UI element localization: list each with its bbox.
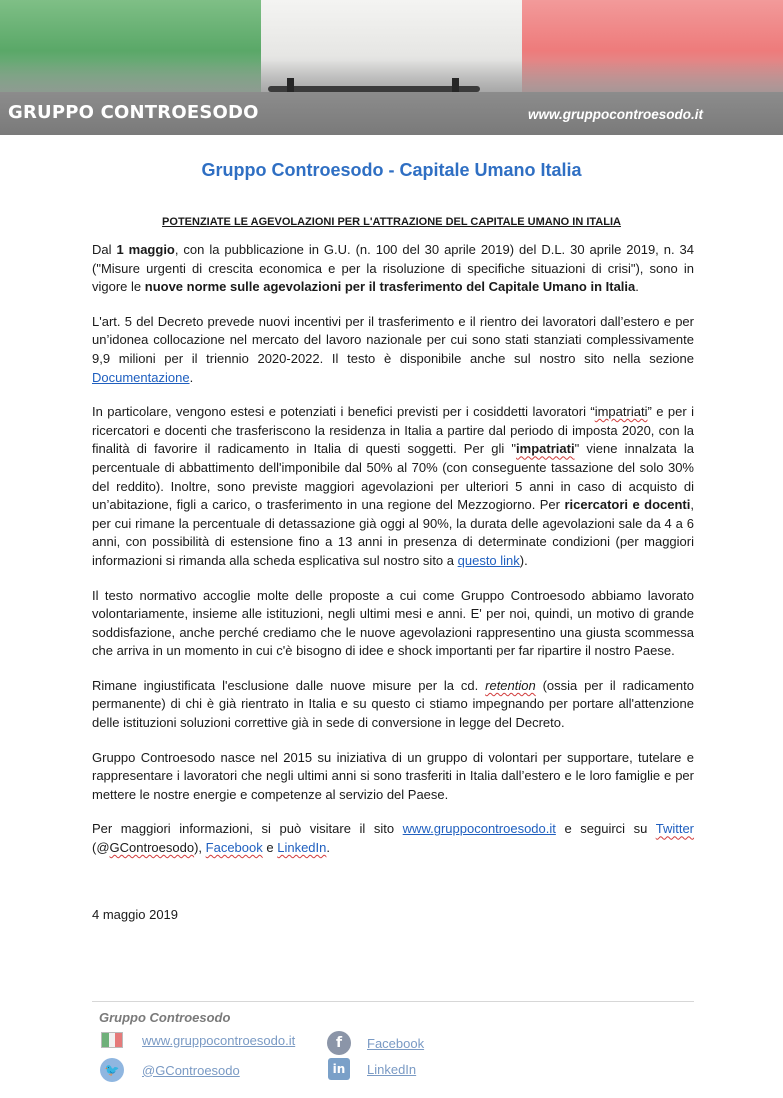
documentazione-link[interactable]: Documentazione: [92, 369, 190, 385]
twitter-icon: 🐦: [100, 1058, 124, 1082]
footer-linkedin-link[interactable]: LinkedIn: [367, 1061, 417, 1077]
footer-divider: [92, 1001, 694, 1002]
site-link[interactable]: www.gruppocontroesodo.it: [402, 821, 556, 837]
header-brand: GRUPPO CONTROESODO: [8, 102, 259, 123]
footer-site-link[interactable]: www.gruppocontroesodo.it: [142, 1032, 296, 1048]
header-site-link[interactable]: www.gruppocontroesodo.it: [528, 107, 703, 122]
document-subtitle: POTENZIATE LE AGEVOLAZIONI PER L'ATTRAZIONE DEL CAPITALE UMANO IN ITALIA: [162, 216, 621, 228]
paragraph-2: L'art. 5 del Decreto prevede nuovi incentivi per il trasferimento e il rientro dei lavoratori dall’estero e per un’idonea collocazione nel mercato del lavoro nazionale per cui sono stati stanziati complessivamente 9,9 milioni per il triennio 2020-2022. Il testo è disponibile anche sul nostro sito nella sezione Documentazione.: [92, 313, 694, 385]
footer-twitter-link[interactable]: @GControesodo: [142, 1062, 240, 1078]
footer-site-row[interactable]: [101, 1032, 295, 1048]
facebook-link[interactable]: Facebook: [205, 840, 263, 856]
paragraph-5: Rimane ingiustificata l'esclusione dalle nuove misure per la cd. retention (ossia per il radicamento permanente) di chi è già rientrato in Italia e su questo ci stiamo impegnando per portare all'attenzione delle istituzioni soluzioni correttive già in sede di conversione in legge del Decreto.: [92, 677, 695, 731]
document-title: Gruppo Controesodo - Capitale Umano Italia: [201, 160, 582, 180]
paragraph-7: Per maggiori informazioni, si può visitare il sito www.gruppocontroesodo.it e seguirci su Twitter (@GControesodo), Facebook e LinkedIn.: [92, 821, 695, 856]
footer-linkedin-row[interactable]: [328, 1058, 416, 1080]
paragraph-4: Il testo normativo accoglie molte delle proposte a cui come Gruppo Controesodo abbiamo lavorato volontariamente, insieme alle istituzioni, negli ultimi mesi e anni. E' per noi, quindi, un motivo di grande soddisfazione, anche perché crediamo che le nuove agevolazioni rappresentino una giusta scommessa che arriva in un momento in cui c'è bisogno di idee e shock importanti per far ripartire il nostro Paese.: [92, 587, 694, 659]
facebook-icon: f: [327, 1031, 351, 1055]
linkedin-link[interactable]: LinkedIn: [277, 840, 327, 856]
footer-facebook-row[interactable]: [327, 1031, 424, 1055]
linkedin-icon: in: [328, 1058, 350, 1080]
footer-title: Gruppo Controesodo: [99, 1010, 231, 1025]
footer-twitter-row[interactable]: [100, 1058, 240, 1082]
paragraph-6: Gruppo Controesodo nasce nel 2015 su iniziativa di un gruppo di volontari per supportare, tutelare e rappresentare i lavoratori che negli ultimi anni si sono trasferiti in Italia dall’estero e le loro famiglie e per mettere le nostre energie e competenze al servizio del Paese.: [92, 749, 694, 802]
footer-facebook-link[interactable]: Facebook: [367, 1035, 425, 1051]
italy-flag-icon: [101, 1032, 123, 1048]
paragraph-1: Dal 1 maggio, con la pubblicazione in G.U. (n. 100 del 30 aprile 2019) del D.L. 30 aprile 2019, n. 34 ("Misure urgenti di crescita economica e per la risoluzione di specifiche situazioni di crisi"), sono in vigore le nuove norme sulle agevolazioni per il trasferimento del Capitale Umano in Italia.: [92, 242, 694, 295]
paragraph-3: In particolare, vengono estesi e potenziati i benefici previsti per i cosiddetti lavoratori “impatriati” e per i ricercatori e docenti che trasferiscono la residenza in Italia a partire dal periodo di imposta 2020, con la finalità di favorire il radicamento in Italia di questi soggetti. Per gli "impatriati" viene innalzata la percentuale di abbattimento dell'imponibile dal 50% al 70% (con conseguente tassazione del solo 30% del reddito). Inoltre, sono previste maggiori agevolazioni per ulteriori 5 anni in caso di acquisto di un’abitazione, figli a carico, o trasferimento in una regione del Mezzogiorno. Per ricercatori e docenti, per cui rimane la percentuale di detassazione già oggi al 90%, la durata delle agevolazioni sale da 4 a 6 anni, con possibilità di estensione fino a 13 anni in presenza di determinate condizioni (per maggiori informazioni si rimanda alla scheda esplicativa sul nostro sito a questo link).: [92, 404, 694, 568]
header-banner: [0, 0, 783, 135]
document-date: 4 maggio 2019: [92, 907, 179, 922]
document-body: [92, 241, 694, 874]
twitter-link[interactable]: Twitter: [655, 821, 695, 837]
questo-link[interactable]: questo link: [457, 552, 520, 568]
